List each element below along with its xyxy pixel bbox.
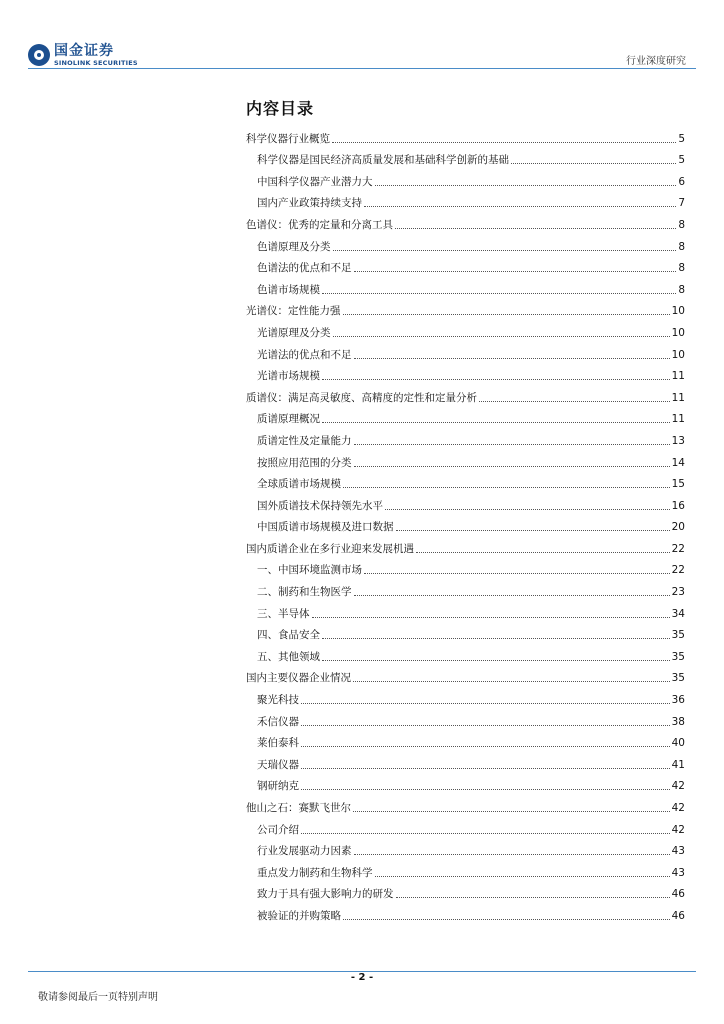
toc-entry-label: 中国质谱市场规模及进口数据 <box>257 521 394 534</box>
toc-subsection-entry[interactable] <box>246 642 685 664</box>
toc-subsection-entry[interactable] <box>246 362 685 384</box>
toc-subsection-entry[interactable] <box>246 772 685 794</box>
table-of-contents <box>246 124 685 923</box>
toc-entry-page: 22 <box>671 542 685 555</box>
toc-entry-page: 35 <box>671 629 685 642</box>
toc-dot-leader <box>322 660 670 661</box>
toc-dot-leader <box>343 314 670 315</box>
toc-entry-page: 22 <box>671 564 685 577</box>
toc-subsection-entry[interactable] <box>246 858 685 880</box>
toc-dot-leader <box>332 142 676 143</box>
toc-dot-leader <box>312 617 670 618</box>
toc-entry-label: 质谱定性及定量能力 <box>257 434 352 447</box>
toc-entry-label: 被验证的并购策略 <box>257 909 341 922</box>
toc-entry-page: 5 <box>678 154 685 167</box>
toc-entry-page: 40 <box>671 737 685 750</box>
toc-dot-leader <box>322 422 670 423</box>
toc-dot-leader <box>301 746 670 747</box>
toc-subsection-entry[interactable] <box>246 167 685 189</box>
toc-entry-page: 42 <box>671 780 685 793</box>
toc-dot-leader <box>343 919 670 920</box>
toc-dot-leader <box>364 206 676 207</box>
toc-subsection-entry[interactable] <box>246 275 685 297</box>
toc-entry-page: 38 <box>671 715 685 728</box>
toc-entry-label: 色谱市场规模 <box>257 283 320 296</box>
toc-entry-label: 光谱法的优点和不足 <box>257 348 352 361</box>
toc-entry-label: 国内产业政策持续支持 <box>257 197 362 210</box>
toc-dot-leader <box>385 509 670 510</box>
toc-subsection-entry[interactable] <box>246 556 685 578</box>
toc-entry-page: 23 <box>671 586 685 599</box>
toc-dot-leader <box>343 487 670 488</box>
toc-entry-page: 6 <box>678 175 685 188</box>
company-logo <box>28 42 138 68</box>
toc-entry-page: 11 <box>671 391 685 404</box>
toc-subsection-entry[interactable] <box>246 599 685 621</box>
toc-entry-label: 公司介绍 <box>257 823 299 836</box>
toc-subsection-entry[interactable] <box>246 729 685 751</box>
toc-subsection-entry[interactable] <box>246 837 685 859</box>
toc-subsection-entry[interactable] <box>246 577 685 599</box>
toc-dot-leader <box>353 681 670 682</box>
toc-entry-label: 国外质谱技术保持领先水平 <box>257 499 383 512</box>
toc-subsection-entry[interactable] <box>246 880 685 902</box>
toc-dot-leader <box>333 336 670 337</box>
toc-subsection-entry[interactable] <box>246 491 685 513</box>
toc-entry-label: 全球质谱市场规模 <box>257 478 341 491</box>
toc-entry-label: 按照应用范围的分类 <box>257 456 352 469</box>
toc-entry-page: 8 <box>678 283 685 296</box>
toc-dot-leader <box>354 595 670 596</box>
toc-dot-leader <box>479 401 670 402</box>
toc-dot-leader <box>375 185 677 186</box>
toc-entry-page: 8 <box>678 218 685 231</box>
toc-dot-leader <box>322 638 670 639</box>
toc-entry-page: 11 <box>671 413 685 426</box>
toc-entry-label: 聚光科技 <box>257 694 299 707</box>
toc-subsection-entry[interactable] <box>246 232 685 254</box>
toc-dot-leader <box>353 811 670 812</box>
toc-dot-leader <box>322 379 670 380</box>
header-divider <box>28 68 696 69</box>
toc-dot-leader <box>333 250 677 251</box>
toc-entry-label: 致力于具有强大影响力的研发 <box>257 888 394 901</box>
toc-entry-page: 20 <box>671 521 685 534</box>
toc-subsection-entry[interactable] <box>246 426 685 448</box>
toc-entry-label: 重点发力制药和生物科学 <box>257 866 373 879</box>
toc-subsection-entry[interactable] <box>246 448 685 470</box>
toc-entry-label: 科学仪器是国民经济高质量发展和基础科学创新的基础 <box>257 154 509 167</box>
toc-section-entry[interactable] <box>246 793 685 815</box>
toc-dot-leader <box>301 768 670 769</box>
toc-dot-leader <box>395 228 676 229</box>
toc-entry-label: 光谱原理及分类 <box>257 326 331 339</box>
toc-entry-page: 42 <box>671 802 685 814</box>
toc-subsection-entry[interactable] <box>246 340 685 362</box>
toc-entry-label: 天瑞仪器 <box>257 758 299 771</box>
toc-entry-page: 11 <box>671 370 685 383</box>
toc-dot-leader <box>396 897 670 898</box>
toc-entry-page: 10 <box>671 305 685 318</box>
toc-entry-page: 15 <box>671 478 685 491</box>
toc-section-entry[interactable] <box>246 210 685 232</box>
toc-dot-leader <box>354 358 670 359</box>
toc-dot-leader <box>396 530 670 531</box>
toc-entry-label: 四、食品安全 <box>257 629 320 642</box>
toc-entry-page: 36 <box>671 694 685 707</box>
toc-entry-label: 他山之石：赛默飞世尔 <box>246 802 351 814</box>
toc-entry-label: 国内质谱企业在多行业迎来发展机遇 <box>246 542 414 555</box>
toc-entry-label: 国内主要仪器企业情况 <box>246 672 351 685</box>
toc-entry-page: 16 <box>671 499 685 512</box>
toc-entry-page: 46 <box>671 888 685 901</box>
report-type-label: 行业深度研究 <box>626 56 686 67</box>
toc-entry-label: 光谱仪：定性能力强 <box>246 305 341 318</box>
toc-entry-page: 43 <box>671 866 685 879</box>
toc-entry-label: 钢研纳克 <box>257 780 299 793</box>
toc-entry-label: 中国科学仪器产业潜力大 <box>257 175 373 188</box>
logo-icon <box>28 44 50 66</box>
toc-title: 内容目录 <box>246 99 315 118</box>
toc-entry-page: 8 <box>678 240 685 253</box>
toc-section-entry[interactable] <box>246 664 685 686</box>
toc-entry-label: 莱伯泰科 <box>257 737 299 750</box>
toc-entry-label: 色谱原理及分类 <box>257 240 331 253</box>
toc-subsection-entry[interactable] <box>246 815 685 837</box>
toc-dot-leader <box>354 466 670 467</box>
toc-subsection-entry[interactable] <box>246 513 685 535</box>
toc-entry-page: 10 <box>671 348 685 361</box>
toc-entry-page: 42 <box>671 823 685 836</box>
page-header <box>0 0 724 72</box>
toc-entry-label: 质谱原理概况 <box>257 413 320 426</box>
toc-subsection-entry[interactable] <box>246 318 685 340</box>
toc-dot-leader <box>322 293 676 294</box>
toc-entry-page: 7 <box>678 197 685 210</box>
toc-dot-leader <box>301 703 670 704</box>
toc-dot-leader <box>301 725 670 726</box>
toc-entry-page: 13 <box>671 434 685 447</box>
toc-section-entry[interactable] <box>246 124 685 146</box>
toc-dot-leader <box>354 444 670 445</box>
toc-dot-leader <box>375 876 670 877</box>
toc-entry-label: 质谱仪：满足高灵敏度、高精度的定性和定量分析 <box>246 391 477 404</box>
toc-entry-label: 色谱法的优点和不足 <box>257 262 352 275</box>
toc-subsection-entry[interactable] <box>246 750 685 772</box>
toc-subsection-entry[interactable] <box>246 621 685 643</box>
toc-entry-page: 43 <box>671 845 685 858</box>
toc-subsection-entry[interactable] <box>246 405 685 427</box>
toc-entry-label: 一、中国环境监测市场 <box>257 564 362 577</box>
toc-entry-page: 46 <box>671 909 685 922</box>
disclaimer-text: 敬请参阅最后一页特别声明 <box>38 992 158 1003</box>
toc-entry-page: 34 <box>671 607 685 620</box>
toc-entry-label: 五、其他领域 <box>257 650 320 663</box>
toc-subsection-entry[interactable] <box>246 707 685 729</box>
toc-subsection-entry[interactable] <box>246 254 685 276</box>
toc-subsection-entry[interactable] <box>246 189 685 211</box>
toc-entry-label: 行业发展驱动力因素 <box>257 845 352 858</box>
toc-entry-page: 10 <box>671 326 685 339</box>
toc-dot-leader <box>301 833 670 834</box>
toc-entry-label: 二、制药和生物医学 <box>257 586 352 599</box>
toc-entry-page: 35 <box>671 650 685 663</box>
toc-section-entry[interactable] <box>246 383 685 405</box>
toc-section-entry[interactable] <box>246 297 685 319</box>
logo-chinese-name: 国金证券 <box>54 42 114 59</box>
toc-dot-leader <box>511 163 676 164</box>
toc-entry-label: 光谱市场规模 <box>257 370 320 383</box>
toc-entry-label: 禾信仪器 <box>257 715 299 728</box>
toc-subsection-entry[interactable] <box>246 146 685 168</box>
logo-english-name: SINOLINK SECURITIES <box>54 58 138 67</box>
toc-dot-leader <box>301 789 670 790</box>
toc-entry-page: 14 <box>671 456 685 469</box>
toc-entry-label: 科学仪器行业概览 <box>246 132 330 145</box>
toc-entry-label: 色谱仪：优秀的定量和分离工具 <box>246 218 393 231</box>
toc-entry-label: 三、半导体 <box>257 607 310 620</box>
toc-entry-page: 35 <box>671 672 685 685</box>
toc-dot-leader <box>364 573 670 574</box>
toc-dot-leader <box>416 552 670 553</box>
toc-dot-leader <box>354 854 670 855</box>
toc-section-entry[interactable] <box>246 534 685 556</box>
toc-subsection-entry[interactable] <box>246 685 685 707</box>
toc-entry-page: 41 <box>671 758 685 771</box>
toc-entry-page: 8 <box>678 262 685 275</box>
toc-subsection-entry[interactable] <box>246 470 685 492</box>
toc-entry-page: 5 <box>678 132 685 145</box>
toc-dot-leader <box>354 271 677 272</box>
page-number: - 2 - <box>350 972 374 983</box>
toc-subsection-entry[interactable] <box>246 901 685 923</box>
